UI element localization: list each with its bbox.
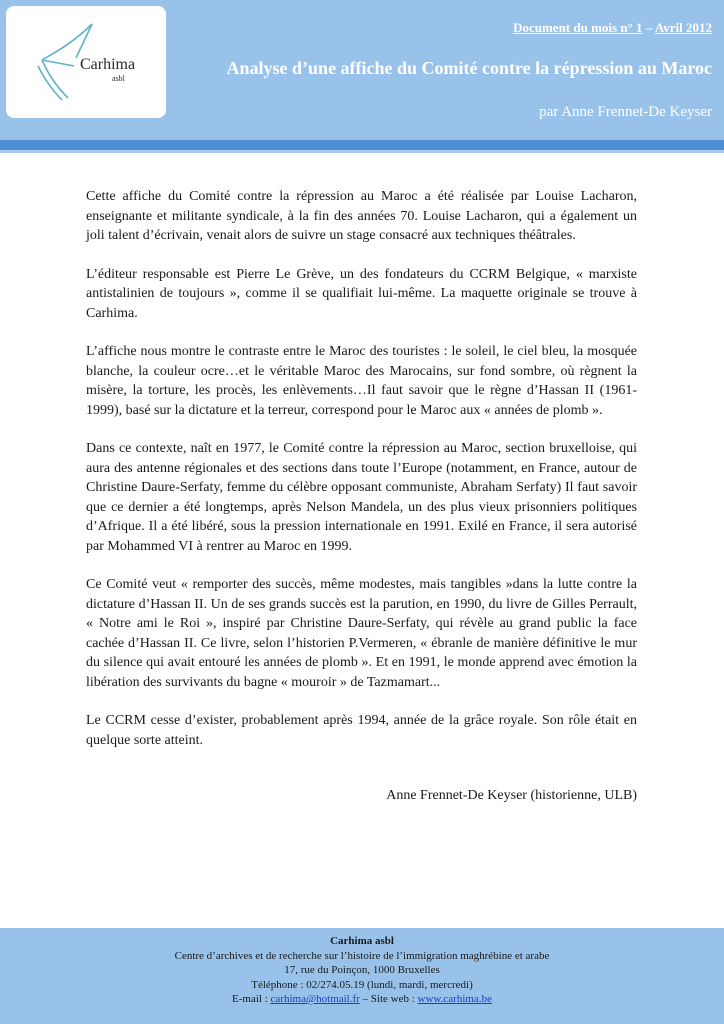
- paragraph: Cette affiche du Comité contre la répression au Maroc a été réalisée par Louise Lacharon, enseignante et militante syndicale, à la fin des années 70. Louise Lacharon, qui a également un joli talent d’écrivain, venait alors de suivre un stage consacré aux techniques théâtrales.: [86, 189, 637, 243]
- header-divider: [0, 140, 724, 150]
- logo-subtitle: asbl: [112, 74, 125, 83]
- footer-phone: Téléphone : 02/274.05.19 (lundi, mardi, mercredi): [251, 978, 473, 991]
- paragraph: L’éditeur responsable est Pierre Le Grève, un des fondateurs du CCRM Belgique, « marxiste antistalinien de toujours », comme il se qualifiait lui-même. La maquette originale se trouve à Carhima.: [86, 266, 637, 321]
- document-date-link[interactable]: Avril 2012: [654, 20, 712, 35]
- document-of-month-line: [513, 20, 712, 36]
- footer-org-name: Carhima asbl: [330, 935, 394, 947]
- paragraph: Ce Comité veut « remporter des succès, même modestes, mais tangibles »dans la lutte contre la dictature d’Hassan II. Un de ses grands succès est la parution, en 1990, du livre de Gilles Perrault, « Notre ami le Roi », inspiré par Christine Daure-Serfaty, qui révèle au grand public la face cachée d’Hassan II. Ce livre, selon l’historien P.Vermeren, « ébranle de manière définitive le mur du silence qui avait entouré les années de plomb ». Et en 1991, le monde apprend avec émotion la libération des survivants du bagne « mouroir » de Tazmamart...: [86, 577, 637, 690]
- author-byline: par Anne Frennet-De Keyser: [539, 104, 712, 120]
- footer-address: 17, rue du Poinçon, 1000 Bruxelles: [284, 964, 440, 976]
- header-band: [0, 0, 724, 140]
- email-link[interactable]: carhima@hotmail.fr: [270, 993, 360, 1005]
- doc-separator: –: [642, 20, 655, 35]
- paragraph: L’affiche nous montre le contraste entre le Maroc des touristes : le soleil, le ciel bleu, la mosquée blanche, la couleur ocre…et le véritable Maroc des Marocains, sur fond sombre, où règnent la misère, la torture, les procès, les enlèvements…Il faut savoir que le règne d’Hassan II (1961-1999), basé sur la dictature et la terreur, correspond pour le Maroc aux « années de plomb ».: [86, 344, 637, 418]
- logo-name: Carhima: [80, 56, 136, 73]
- footer-contact-line: [0, 992, 724, 1007]
- logo: [6, 6, 166, 118]
- web-label: – Site web :: [359, 993, 418, 1005]
- email-label: E-mail :: [232, 993, 271, 1005]
- footer: [0, 928, 724, 1024]
- paragraph: Le CCRM cesse d’exister, probablement après 1994, année de la grâce royale. Son rôle était en quelque sorte atteint.: [86, 713, 637, 748]
- article-body: [86, 187, 637, 769]
- paragraph: Dans ce contexte, naît en 1977, le Comité contre la répression au Maroc, section bruxelloise, qui aura des antenne régionales et des sections dans toute l’Europe (notamment, en France, autour de Christine Daure-Serfaty, femme du célèbre opposant communiste, Abraham Serfaty) Il faut savoir que ce dernier a été longtemps, après Nelson Mandela, un des plus vieux prisonniers politiques d’Afrique. Il a été libéré, sous la pression internationale en 1991. Exilé en France, il sera autorisé par Mohammed VI à rentrer au Maroc en 1999.: [86, 441, 637, 554]
- website-link[interactable]: www.carhima.be: [417, 993, 492, 1005]
- header-divider-light: [0, 150, 724, 153]
- page-title: Analyse d’une affiche du Comité contre la répression au Maroc: [226, 58, 712, 78]
- footer-description: Centre d’archives et de recherche sur l’histoire de l’immigration maghrébine et arabe: [174, 949, 550, 962]
- document-number-link[interactable]: Document du mois n° 1: [513, 20, 643, 35]
- signature: Anne Frennet-De Keyser (historienne, ULB): [386, 788, 637, 803]
